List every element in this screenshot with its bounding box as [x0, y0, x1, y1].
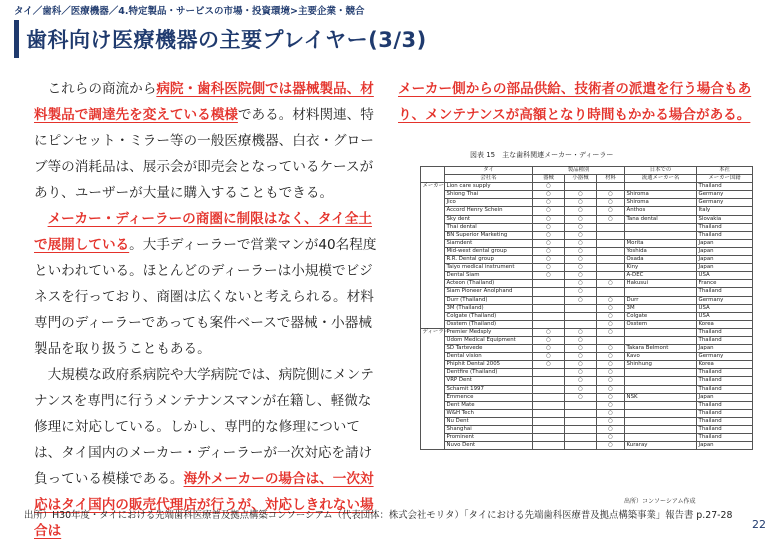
agent-cell: A-DEC [625, 272, 697, 280]
material-cell [597, 336, 625, 344]
material-cell: ○ [597, 215, 625, 223]
paragraph-1-text-b: である。材料関連、特にピンセット・ミラー等の一般医療機器、白衣・グローブ等の消耗品は、展示会が即売会となっているケースがあり、ユーザーが大量に購入することもできる。 [34, 107, 374, 201]
header-category [421, 167, 445, 183]
small-instrument-cell [565, 401, 597, 409]
table-row [421, 336, 753, 344]
table-row [421, 280, 753, 288]
table-row [421, 272, 753, 280]
table-row [421, 393, 753, 401]
country-cell: Japan [697, 239, 753, 247]
agent-cell [625, 426, 697, 434]
table-row [421, 361, 753, 369]
instrument-cell: ○ [533, 345, 565, 353]
agent-cell [625, 223, 697, 231]
agent-cell: Kavo [625, 353, 697, 361]
table-row [421, 256, 753, 264]
material-cell: ○ [597, 304, 625, 312]
country-cell: Germany [697, 353, 753, 361]
instrument-cell [533, 312, 565, 320]
agent-cell: Kuraray [625, 442, 697, 450]
country-cell: Thailand [697, 369, 753, 377]
table-row [421, 207, 753, 215]
country-cell: USA [697, 304, 753, 312]
company-cell: Mid-west dental group [445, 247, 533, 255]
header-agent-group: 日本での [625, 167, 697, 175]
paragraph-1-text-a: これらの商流から [47, 81, 157, 97]
agent-cell: Osada [625, 256, 697, 264]
agent-cell [625, 288, 697, 296]
table-row [421, 377, 753, 385]
header-small-instrument: 小器械 [565, 175, 597, 183]
maker-dealer-table-container [420, 166, 752, 450]
country-cell: Japan [697, 247, 753, 255]
company-cell: Acteon (Thailand) [445, 280, 533, 288]
agent-cell [625, 385, 697, 393]
material-cell: ○ [597, 296, 625, 304]
table-row [421, 312, 753, 320]
table-row [421, 304, 753, 312]
agent-cell [625, 369, 697, 377]
small-instrument-cell: ○ [565, 231, 597, 239]
instrument-cell [533, 377, 565, 385]
company-cell: Shanghai [445, 426, 533, 434]
company-cell: Siam Pioneer Anolphand [445, 288, 533, 296]
agent-cell: Colgate [625, 312, 697, 320]
company-cell: Taiyo medical instrument [445, 264, 533, 272]
country-cell: Japan [697, 256, 753, 264]
agent-cell [625, 328, 697, 336]
header-instrument: 器械 [533, 175, 565, 183]
table-row [421, 401, 753, 409]
agent-cell [625, 401, 697, 409]
page-number: 22 [752, 518, 766, 531]
small-instrument-cell: ○ [565, 264, 597, 272]
material-cell [597, 288, 625, 296]
country-cell: Slovakia [697, 215, 753, 223]
small-instrument-cell: ○ [565, 361, 597, 369]
material-cell: ○ [597, 409, 625, 417]
header-material: 材料 [597, 175, 625, 183]
agent-cell: Kiny [625, 264, 697, 272]
paragraph-2-highlight: メーカー・ディーラーの商圏に制限はなく、タイ全土で展開している [34, 211, 372, 253]
agent-cell [625, 336, 697, 344]
company-cell: Jico [445, 199, 533, 207]
country-cell: Thailand [697, 328, 753, 336]
small-instrument-cell: ○ [565, 247, 597, 255]
material-cell: ○ [597, 191, 625, 199]
country-cell: Thailand [697, 385, 753, 393]
paragraph-2 [34, 206, 384, 362]
instrument-cell [533, 320, 565, 328]
company-cell: Dentfire (Thailand) [445, 369, 533, 377]
instrument-cell [533, 434, 565, 442]
instrument-cell [533, 385, 565, 393]
company-cell: Durr (Thailand) [445, 296, 533, 304]
table-row [421, 426, 753, 434]
paragraph-3-highlight: 海外メーカーの場合は、一次対応はタイ国内の販売代理店が行うが、対応しきれない場合は [34, 471, 374, 539]
small-instrument-cell: ○ [565, 369, 597, 377]
company-cell: 3M (Thailand) [445, 304, 533, 312]
table-row [421, 417, 753, 425]
table-row [421, 369, 753, 377]
agent-cell: Hakusui [625, 280, 697, 288]
country-cell: Korea [697, 361, 753, 369]
table-row [421, 264, 753, 272]
country-cell: Thailand [697, 377, 753, 385]
instrument-cell: ○ [533, 353, 565, 361]
country-cell: Thailand [697, 288, 753, 296]
agent-cell [625, 183, 697, 191]
material-cell: ○ [597, 426, 625, 434]
agent-cell [625, 231, 697, 239]
instrument-cell [533, 296, 565, 304]
instrument-cell [533, 393, 565, 401]
header-country: メーカー国籍 [697, 175, 753, 183]
small-instrument-cell [565, 320, 597, 328]
company-cell: Prominent [445, 434, 533, 442]
agent-cell: Yoshida [625, 247, 697, 255]
material-cell: ○ [597, 361, 625, 369]
small-instrument-cell [565, 426, 597, 434]
company-cell: Nuvo Dent [445, 442, 533, 450]
material-cell [597, 247, 625, 255]
instrument-cell: ○ [533, 256, 565, 264]
paragraph-1-highlight: 病院・歯科医院側では器械製品、材料製品で調達先を変えている模様 [34, 81, 374, 123]
small-instrument-cell: ○ [565, 345, 597, 353]
material-cell [597, 272, 625, 280]
agent-cell: Durr [625, 296, 697, 304]
figure-caption: 図表 15 主な歯科関連メーカー・ディーラー [470, 151, 614, 159]
material-cell: ○ [597, 320, 625, 328]
agent-cell: Shiroma [625, 191, 697, 199]
instrument-cell [533, 401, 565, 409]
agent-cell [625, 434, 697, 442]
small-instrument-cell: ○ [565, 288, 597, 296]
agent-cell: Anthos [625, 207, 697, 215]
material-cell: ○ [597, 280, 625, 288]
instrument-cell: ○ [533, 247, 565, 255]
page-title: 歯科向け医療機器の主要プレイヤー(3/3) [26, 28, 427, 52]
material-cell: ○ [597, 353, 625, 361]
country-cell: Thailand [697, 417, 753, 425]
instrument-cell: ○ [533, 207, 565, 215]
maker-dealer-table [420, 166, 753, 450]
material-cell [597, 183, 625, 191]
country-cell: Thailand [697, 409, 753, 417]
country-cell: Japan [697, 442, 753, 450]
table-row [421, 385, 753, 393]
country-cell: Thailand [697, 231, 753, 239]
company-cell: Schamit 1997 [445, 385, 533, 393]
instrument-cell [533, 288, 565, 296]
company-cell: Phiphit Dental 2005 [445, 361, 533, 369]
instrument-cell [533, 369, 565, 377]
material-cell [597, 264, 625, 272]
country-cell: Germany [697, 296, 753, 304]
instrument-cell [533, 426, 565, 434]
instrument-cell: ○ [533, 328, 565, 336]
company-cell: Sky dent [445, 215, 533, 223]
table-row [421, 442, 753, 450]
company-cell: Colgate (Thailand) [445, 312, 533, 320]
table-row [421, 231, 753, 239]
country-cell: Germany [697, 199, 753, 207]
material-cell: ○ [597, 393, 625, 401]
company-cell: Premier Medsply [445, 328, 533, 336]
agent-cell: 3M [625, 304, 697, 312]
company-cell: Thai dental [445, 223, 533, 231]
small-instrument-cell [565, 417, 597, 425]
material-cell [597, 231, 625, 239]
country-cell: Thailand [697, 336, 753, 344]
material-cell: ○ [597, 401, 625, 409]
instrument-cell: ○ [533, 215, 565, 223]
table-row [421, 183, 753, 191]
header-company: 会社名 [445, 175, 533, 183]
company-cell: VRP Dent [445, 377, 533, 385]
instrument-cell: ○ [533, 191, 565, 199]
small-instrument-cell: ○ [565, 296, 597, 304]
country-cell: Japan [697, 345, 753, 353]
country-cell: Germany [697, 191, 753, 199]
table-row [421, 239, 753, 247]
table-header-row-2 [421, 175, 753, 183]
right-column-text [398, 76, 754, 128]
country-cell: Thailand [697, 426, 753, 434]
instrument-cell [533, 304, 565, 312]
instrument-cell: ○ [533, 199, 565, 207]
instrument-cell: ○ [533, 239, 565, 247]
instrument-cell: ○ [533, 272, 565, 280]
material-cell [597, 256, 625, 264]
material-cell [597, 239, 625, 247]
paragraph-1 [34, 76, 384, 206]
material-cell: ○ [597, 434, 625, 442]
instrument-cell [533, 417, 565, 425]
agent-cell: Osstem [625, 320, 697, 328]
table-row [421, 345, 753, 353]
country-cell: Thailand [697, 434, 753, 442]
table-row [421, 353, 753, 361]
small-instrument-cell: ○ [565, 385, 597, 393]
material-cell: ○ [597, 369, 625, 377]
small-instrument-cell: ○ [565, 393, 597, 401]
agent-cell: Takara Belmont [625, 345, 697, 353]
small-instrument-cell: ○ [565, 280, 597, 288]
material-cell: ○ [597, 328, 625, 336]
small-instrument-cell: ○ [565, 239, 597, 247]
agent-cell [625, 377, 697, 385]
small-instrument-cell [565, 312, 597, 320]
country-cell: Korea [697, 320, 753, 328]
left-column-text [34, 76, 384, 544]
country-cell: USA [697, 312, 753, 320]
material-cell: ○ [597, 442, 625, 450]
material-cell: ○ [597, 207, 625, 215]
small-instrument-cell [565, 304, 597, 312]
footnote: 出所）H30年度・タイにおける先端歯科医療普及拠点構築コンソーシアム（代表団体：株式会社モリタ）「タイにおける先端歯科医療普及拠点構築事業」報告書 p.27-28 [24, 510, 733, 521]
table-row [421, 215, 753, 223]
small-instrument-cell: ○ [565, 272, 597, 280]
title-accent-bar [14, 20, 19, 58]
company-cell: Shiong Thai [445, 191, 533, 199]
material-cell: ○ [597, 345, 625, 353]
material-cell: ○ [597, 312, 625, 320]
country-cell: Italy [697, 207, 753, 215]
small-instrument-cell [565, 434, 597, 442]
agent-cell: Morita [625, 239, 697, 247]
small-instrument-cell: ○ [565, 353, 597, 361]
header-country-group: 本社 [697, 167, 753, 175]
table-row [421, 409, 753, 417]
small-instrument-cell: ○ [565, 377, 597, 385]
paragraph-3-text: 大規模な政府系病院や大学病院では、病院側にメンテナンスを専門に行うメンテナンスマンが在籍し、軽微な修理に対応している。しかし、専門的な修理については、タイ国内のメーカー・ディーラーが一次対応を請け負っている模様である。 [34, 367, 374, 487]
small-instrument-cell [565, 183, 597, 191]
agent-cell [625, 417, 697, 425]
material-cell: ○ [597, 199, 625, 207]
table-row [421, 288, 753, 296]
company-cell: Udom Medical Equipment [445, 336, 533, 344]
small-instrument-cell: ○ [565, 215, 597, 223]
instrument-cell: ○ [533, 231, 565, 239]
country-cell: Thailand [697, 183, 753, 191]
country-cell: Japan [697, 264, 753, 272]
instrument-cell: ○ [533, 264, 565, 272]
header-agent: 流通メーカー名 [625, 175, 697, 183]
agent-cell [625, 409, 697, 417]
company-cell: Siamdent [445, 239, 533, 247]
small-instrument-cell: ○ [565, 328, 597, 336]
country-cell: France [697, 280, 753, 288]
company-cell: Dental vision [445, 353, 533, 361]
category-maker: メーカー [421, 183, 445, 329]
header-company-group: タイ [445, 167, 533, 175]
table-row [421, 434, 753, 442]
company-cell: W&H Tech [445, 409, 533, 417]
instrument-cell [533, 409, 565, 417]
material-cell [597, 223, 625, 231]
table-row [421, 320, 753, 328]
material-cell: ○ [597, 377, 625, 385]
small-instrument-cell [565, 409, 597, 417]
company-cell: Lion care supply [445, 183, 533, 191]
company-cell: Dental Siam [445, 272, 533, 280]
instrument-cell: ○ [533, 223, 565, 231]
small-instrument-cell: ○ [565, 256, 597, 264]
agent-cell: Shiroma [625, 199, 697, 207]
instrument-cell: ○ [533, 336, 565, 344]
right-column-highlight: メーカー側からの部品供給、技術者の派遣を行う場合もあり、メンテナンスが高額となり時間もかかる場合がある。 [398, 81, 752, 123]
agent-cell: Shinhung [625, 361, 697, 369]
instrument-cell [533, 442, 565, 450]
table-header-row-1 [421, 167, 753, 175]
table-body [421, 183, 753, 450]
small-instrument-cell: ○ [565, 191, 597, 199]
table-row [421, 296, 753, 304]
company-cell: Nu Dent [445, 417, 533, 425]
material-cell: ○ [597, 385, 625, 393]
small-instrument-cell [565, 442, 597, 450]
table-row [421, 328, 753, 336]
country-cell: Thailand [697, 401, 753, 409]
small-instrument-cell: ○ [565, 336, 597, 344]
company-cell: SD Tartevede [445, 345, 533, 353]
agent-cell: NSK [625, 393, 697, 401]
small-instrument-cell: ○ [565, 199, 597, 207]
table-row [421, 191, 753, 199]
agent-cell: Tana dental [625, 215, 697, 223]
instrument-cell [533, 280, 565, 288]
instrument-cell: ○ [533, 361, 565, 369]
header-products-group: 製品種別 [533, 167, 625, 175]
breadcrumb: タイ／歯科／医療機器／4.特定製品・サービスの市場・投資環境>主要企業・競合 [14, 6, 365, 17]
paragraph-2-text: 。大手ディーラーで営業マンが40名程度といわれている。ほとんどのディーラーは小規模でビジネスを行っており、商圏は広くないと考えられる。材料専門のディーラーであっても案件ベースで器械・小器械製品を取り扱うこともある。 [34, 237, 377, 357]
country-cell: USA [697, 272, 753, 280]
company-cell: Dent Mate [445, 401, 533, 409]
table-row [421, 199, 753, 207]
company-cell: R.R. Dental group [445, 256, 533, 264]
company-cell: BN Superior Marketing [445, 231, 533, 239]
company-cell: Emmence [445, 393, 533, 401]
table-row [421, 247, 753, 255]
material-cell: ○ [597, 417, 625, 425]
country-cell: Japan [697, 393, 753, 401]
figure-source: 出所）コンソーシアム作成 [624, 498, 696, 505]
company-cell: Accord Henry Schein [445, 207, 533, 215]
instrument-cell: ○ [533, 183, 565, 191]
table-row [421, 223, 753, 231]
company-cell: Osstem (Thailand) [445, 320, 533, 328]
small-instrument-cell: ○ [565, 207, 597, 215]
small-instrument-cell: ○ [565, 223, 597, 231]
category-dealer: ディーラー [421, 328, 445, 449]
country-cell: Thailand [697, 223, 753, 231]
